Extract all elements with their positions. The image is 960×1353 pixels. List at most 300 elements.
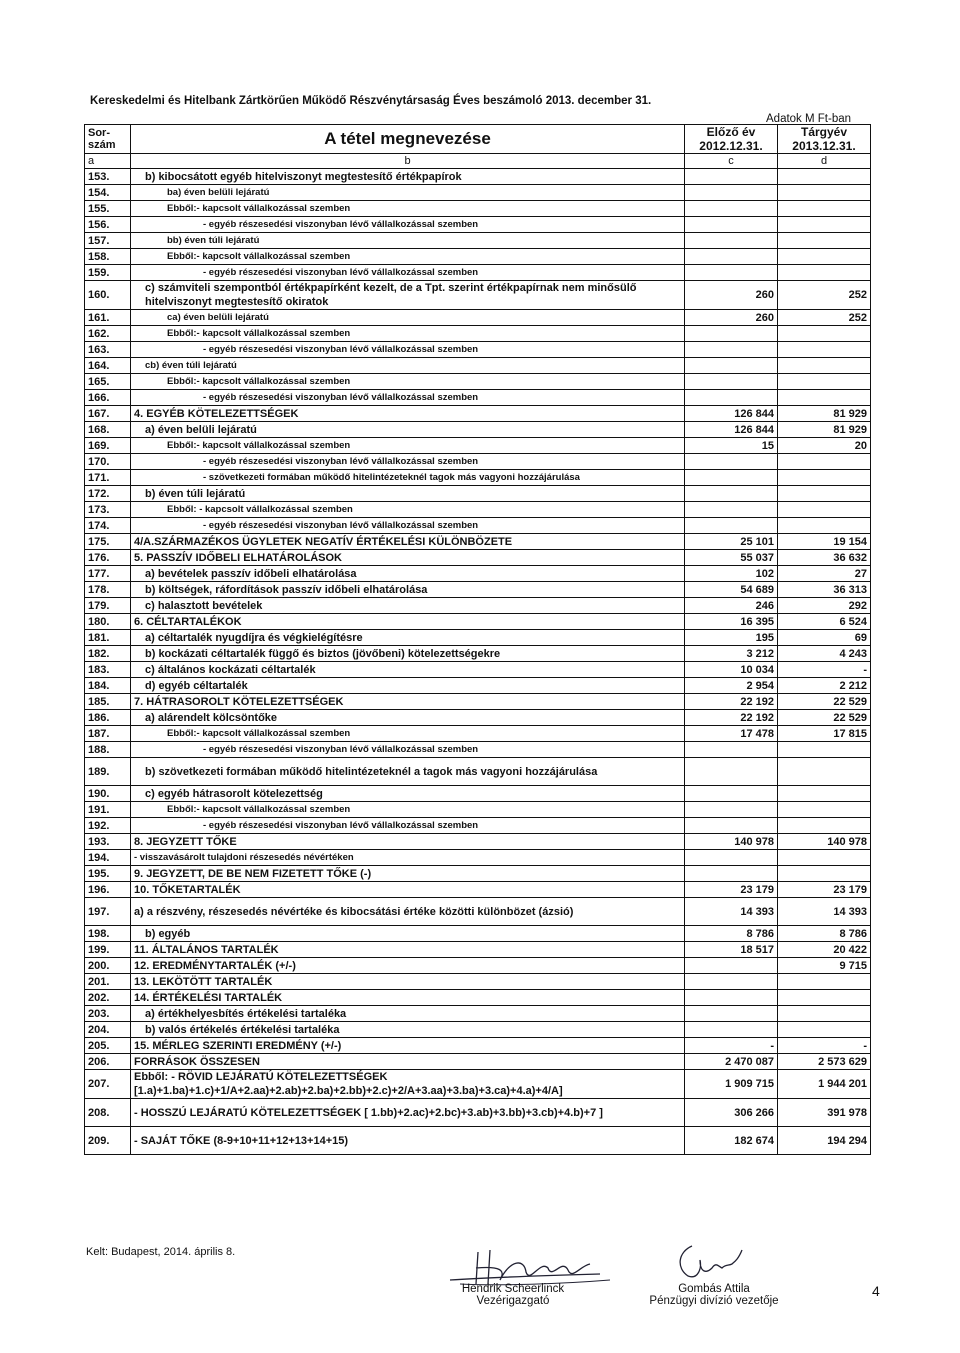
row-label: Ebből:- kapcsolt vállalkozással szemben: [131, 802, 685, 818]
row-label: - egyéb részesedési viszonyban lévő vállalkozással szemben: [131, 454, 685, 470]
value-current-year: 20 422: [778, 942, 871, 958]
table-row: [85, 678, 871, 694]
table-row: [85, 406, 871, 422]
value-previous-year: [685, 233, 778, 249]
table-row: [85, 818, 871, 834]
table-row: [85, 1054, 871, 1070]
row-number: 196.: [85, 882, 131, 898]
row-label: - HOSSZÚ LEJÁRATÚ KÖTELEZETTSÉGEK [ 1.bb)+2.ac)+2.bc)+3.ab)+3.bb)+3.cb)+4.b)+7 ]: [131, 1099, 685, 1127]
value-current-year: [778, 470, 871, 486]
row-number: 188.: [85, 742, 131, 758]
row-number: 174.: [85, 518, 131, 534]
table-row: [85, 201, 871, 217]
row-number: 158.: [85, 249, 131, 265]
row-label: a) a részvény, részesedés névértéke és kibocsátási értéke közötti különbözet (ázsió): [131, 898, 685, 926]
table-row: [85, 486, 871, 502]
value-previous-year: 23 179: [685, 882, 778, 898]
table-row: [85, 786, 871, 802]
signer-1-name: Hendrik Scheerlinck: [461, 1283, 565, 1295]
table-row: [85, 898, 871, 926]
row-number: 192.: [85, 818, 131, 834]
value-previous-year: 15: [685, 438, 778, 454]
value-current-year: 81 929: [778, 422, 871, 438]
value-current-year: [778, 974, 871, 990]
row-label: c) általános kockázati céltartalék: [131, 662, 685, 678]
table-row: [85, 598, 871, 614]
value-previous-year: 260: [685, 281, 778, 310]
row-number: 185.: [85, 694, 131, 710]
value-previous-year: 10 034: [685, 662, 778, 678]
column-code-a: a: [85, 154, 131, 169]
table-row: [85, 249, 871, 265]
value-current-year: 19 154: [778, 534, 871, 550]
value-previous-year: 126 844: [685, 406, 778, 422]
row-label: FORRÁSOK ÖSSZESEN: [131, 1054, 685, 1070]
row-number: 184.: [85, 678, 131, 694]
row-number: 203.: [85, 1006, 131, 1022]
row-label: b) kibocsátott egyéb hitelviszonyt megtestesítő értékpapírok: [131, 169, 685, 185]
value-previous-year: [685, 502, 778, 518]
row-label: 5. PASSZÍV IDŐBELI ELHATÁROLÁSOK: [131, 550, 685, 566]
row-number: 186.: [85, 710, 131, 726]
table-row: [85, 990, 871, 1006]
value-previous-year: 260: [685, 310, 778, 326]
value-previous-year: [685, 786, 778, 802]
value-previous-year: [685, 265, 778, 281]
row-label: Ebből:- kapcsolt vállalkozással szemben: [131, 374, 685, 390]
row-label: a) éven belüli lejáratú: [131, 422, 685, 438]
row-label: b) szövetkezeti formában működő hitelintézeteknél a tagok más vagyoni hozzájárulása: [131, 758, 685, 786]
signature-gombas: [672, 1238, 752, 1284]
value-current-year: 27: [778, 566, 871, 582]
row-label: ca) éven belüli lejáratú: [131, 310, 685, 326]
row-number: 193.: [85, 834, 131, 850]
value-previous-year: [685, 958, 778, 974]
table-row: [85, 1038, 871, 1054]
row-label: - egyéb részesedési viszonyban lévő vállalkozással szemben: [131, 342, 685, 358]
value-current-year: 292: [778, 598, 871, 614]
signer-2: [634, 1283, 794, 1307]
value-current-year: 140 978: [778, 834, 871, 850]
header-row-number: Sor- szám: [85, 125, 131, 154]
row-label: Ebből:- kapcsolt vállalkozással szemben: [131, 438, 685, 454]
value-current-year: [778, 802, 871, 818]
table-row: [85, 1070, 871, 1099]
table-row: [85, 185, 871, 201]
value-current-year: [778, 169, 871, 185]
table-row: [85, 942, 871, 958]
value-current-year: 20: [778, 438, 871, 454]
row-number: 179.: [85, 598, 131, 614]
header-item-name: A tétel megnevezése: [131, 125, 685, 154]
table-row: [85, 630, 871, 646]
row-label: 4/A.SZÁRMAZÉKOS ÜGYLETEK NEGATÍV ÉRTÉKELÉSI KÜLÖNBÖZETE: [131, 534, 685, 550]
row-number: 161.: [85, 310, 131, 326]
row-number: 171.: [85, 470, 131, 486]
value-previous-year: [685, 974, 778, 990]
value-current-year: 22 529: [778, 710, 871, 726]
value-previous-year: 54 689: [685, 582, 778, 598]
value-current-year: [778, 1022, 871, 1038]
value-current-year: [778, 185, 871, 201]
value-current-year: -: [778, 662, 871, 678]
value-previous-year: 2 954: [685, 678, 778, 694]
units-label: Adatok M Ft-ban: [766, 113, 852, 125]
value-current-year: [778, 486, 871, 502]
row-number: 164.: [85, 358, 131, 374]
row-number: 194.: [85, 850, 131, 866]
row-number: 204.: [85, 1022, 131, 1038]
value-previous-year: [685, 1022, 778, 1038]
row-label: c) számviteli szempontból értékpapírként kezelt, de a Tpt. szerint értékpapírnak nem minősülő hitelviszonyt megtestesítő okiratok: [131, 281, 685, 310]
row-label: a) bevételek passzív időbeli elhatárolása: [131, 566, 685, 582]
table-row: [85, 1006, 871, 1022]
value-previous-year: [685, 201, 778, 217]
row-number: 160.: [85, 281, 131, 310]
value-previous-year: [685, 470, 778, 486]
row-label: - visszavásárolt tulajdoni részesedés névértéken: [131, 850, 685, 866]
row-number: 182.: [85, 646, 131, 662]
row-label: 15. MÉRLEG SZERINTI EREDMÉNY (+/-): [131, 1038, 685, 1054]
value-previous-year: [685, 758, 778, 786]
value-current-year: 1 944 201: [778, 1070, 871, 1099]
value-current-year: [778, 201, 871, 217]
row-number: 200.: [85, 958, 131, 974]
table-row: [85, 882, 871, 898]
issue-date: Kelt: Budapest, 2014. április 8.: [86, 1246, 236, 1258]
row-number: 190.: [85, 786, 131, 802]
signer-2-title: Pénzügyi divízió vezetője: [649, 1295, 779, 1307]
value-current-year: 9 715: [778, 958, 871, 974]
value-previous-year: [685, 390, 778, 406]
value-previous-year: 306 266: [685, 1099, 778, 1127]
value-current-year: 4 243: [778, 646, 871, 662]
table-row: [85, 502, 871, 518]
row-label: 11. ÁLTALÁNOS TARTALÉK: [131, 942, 685, 958]
value-current-year: [778, 1006, 871, 1022]
table-row: [85, 326, 871, 342]
row-number: 157.: [85, 233, 131, 249]
table-row: [85, 866, 871, 882]
value-current-year: 2 573 629: [778, 1054, 871, 1070]
row-label: a) céltartalék nyugdíjra és végkielégítésre: [131, 630, 685, 646]
value-previous-year: [685, 990, 778, 1006]
row-number: 169.: [85, 438, 131, 454]
value-current-year: 194 294: [778, 1127, 871, 1155]
value-current-year: [778, 850, 871, 866]
header-previous-year: Előző év 2012.12.31.: [685, 125, 778, 154]
column-code-d: d: [778, 154, 871, 169]
row-number: 201.: [85, 974, 131, 990]
row-label: Ebből: - kapcsolt vállalkozással szemben: [131, 502, 685, 518]
value-previous-year: 102: [685, 566, 778, 582]
value-current-year: [778, 233, 871, 249]
table-row: [85, 1099, 871, 1127]
row-label: 12. EREDMÉNYTARTALÉK (+/-): [131, 958, 685, 974]
table-row: [85, 281, 871, 310]
value-previous-year: [685, 374, 778, 390]
table-row: [85, 1022, 871, 1038]
row-number: 153.: [85, 169, 131, 185]
table-row: [85, 850, 871, 866]
value-previous-year: [685, 486, 778, 502]
table-row: [85, 662, 871, 678]
row-number: 170.: [85, 454, 131, 470]
table-row: [85, 310, 871, 326]
table-row: [85, 646, 871, 662]
row-number: 206.: [85, 1054, 131, 1070]
column-code-c: c: [685, 154, 778, 169]
value-previous-year: -: [685, 1038, 778, 1054]
row-label: - egyéb részesedési viszonyban lévő vállalkozással szemben: [131, 265, 685, 281]
column-code-b: b: [131, 154, 685, 169]
table-row: [85, 454, 871, 470]
row-number: 168.: [85, 422, 131, 438]
header-current-year: Tárgyév 2013.12.31.: [778, 125, 871, 154]
value-current-year: 36 313: [778, 582, 871, 598]
row-number: 159.: [85, 265, 131, 281]
value-previous-year: 182 674: [685, 1127, 778, 1155]
table-row: [85, 550, 871, 566]
row-number: 181.: [85, 630, 131, 646]
table-row: [85, 358, 871, 374]
table-row: [85, 534, 871, 550]
value-previous-year: [685, 358, 778, 374]
value-current-year: [778, 265, 871, 281]
value-previous-year: [685, 454, 778, 470]
row-label: Ebből:- kapcsolt vállalkozással szemben: [131, 726, 685, 742]
value-previous-year: 1 909 715: [685, 1070, 778, 1099]
row-number: 197.: [85, 898, 131, 926]
table-row: [85, 614, 871, 630]
row-label: - egyéb részesedési viszonyban lévő vállalkozással szemben: [131, 390, 685, 406]
row-number: 166.: [85, 390, 131, 406]
value-previous-year: [685, 802, 778, 818]
table-row: [85, 958, 871, 974]
value-previous-year: [685, 217, 778, 233]
row-number: 207.: [85, 1070, 131, 1099]
table-row: [85, 374, 871, 390]
row-label: - egyéb részesedési viszonyban lévő vállalkozással szemben: [131, 818, 685, 834]
value-current-year: [778, 502, 871, 518]
signer-1-title: Vezérigazgató: [476, 1295, 550, 1307]
signer-2-name: Gombás Attila: [678, 1283, 750, 1295]
value-previous-year: 140 978: [685, 834, 778, 850]
value-previous-year: 22 192: [685, 694, 778, 710]
row-number: 172.: [85, 486, 131, 502]
row-number: 180.: [85, 614, 131, 630]
row-label: b) egyéb: [131, 926, 685, 942]
value-previous-year: 18 517: [685, 942, 778, 958]
table-row: [85, 566, 871, 582]
row-label: 4. EGYÉB KÖTELEZETTSÉGEK: [131, 406, 685, 422]
row-number: 154.: [85, 185, 131, 201]
page-number: 4: [872, 1283, 880, 1299]
value-previous-year: 25 101: [685, 534, 778, 550]
row-label: ba) éven belüli lejáratú: [131, 185, 685, 201]
value-current-year: 36 632: [778, 550, 871, 566]
page-header: Kereskedelmi és Hitelbank Zártkörűen Működő Részvénytársaság Éves beszámoló 2013. december 31.: [90, 95, 652, 107]
value-current-year: 23 179: [778, 882, 871, 898]
signer-1: [448, 1283, 578, 1307]
row-number: 156.: [85, 217, 131, 233]
row-label: b) valós értékelés értékelési tartaléka: [131, 1022, 685, 1038]
value-current-year: 252: [778, 310, 871, 326]
row-label: Ebből: - RÖVID LEJÁRATÚ KÖTELEZETTSÉGEK [1.a)+1.ba)+1.c)+1/A+2.aa)+2.ab)+2.ba)+2.bb)+2.c)+2/A+3.aa)+3.ba)+3.ca)+4.a)+4/A]: [131, 1070, 685, 1099]
table-header-row: [85, 125, 871, 154]
table-row: [85, 438, 871, 454]
value-current-year: 69: [778, 630, 871, 646]
table-row: [85, 974, 871, 990]
value-previous-year: 126 844: [685, 422, 778, 438]
value-current-year: 252: [778, 281, 871, 310]
value-previous-year: 3 212: [685, 646, 778, 662]
row-number: 173.: [85, 502, 131, 518]
row-number: 165.: [85, 374, 131, 390]
row-number: 177.: [85, 566, 131, 582]
value-current-year: [778, 866, 871, 882]
table-row: [85, 726, 871, 742]
row-label: 6. CÉLTARTALÉKOK: [131, 614, 685, 630]
table-row: [85, 217, 871, 233]
value-previous-year: 17 478: [685, 726, 778, 742]
value-current-year: 2 212: [778, 678, 871, 694]
value-previous-year: [685, 518, 778, 534]
row-label: 7. HÁTRASOROLT KÖTELEZETTSÉGEK: [131, 694, 685, 710]
table-row: [85, 422, 871, 438]
value-previous-year: [685, 866, 778, 882]
row-label: - szövetkezeti formában működő hitelintézeteknél tagok más vagyoni hozzájárulása: [131, 470, 685, 486]
row-label: b) költségek, ráfordítások passzív időbeli elhatárolása: [131, 582, 685, 598]
value-current-year: [778, 818, 871, 834]
row-number: 205.: [85, 1038, 131, 1054]
value-current-year: 391 978: [778, 1099, 871, 1127]
table-row: [85, 710, 871, 726]
table-row: [85, 342, 871, 358]
row-label: cb) éven túli lejáratú: [131, 358, 685, 374]
table-row: [85, 802, 871, 818]
row-label: - egyéb részesedési viszonyban lévő vállalkozással szemben: [131, 742, 685, 758]
table-row: [85, 926, 871, 942]
balance-sheet-table: [84, 124, 871, 1155]
value-current-year: [778, 786, 871, 802]
row-number: 209.: [85, 1127, 131, 1155]
row-label: Ebből:- kapcsolt vállalkozással szemben: [131, 326, 685, 342]
table-row: [85, 390, 871, 406]
table-row: [85, 1127, 871, 1155]
value-current-year: [778, 518, 871, 534]
row-number: 178.: [85, 582, 131, 598]
value-previous-year: [685, 850, 778, 866]
row-label: Ebből:- kapcsolt vállalkozással szemben: [131, 201, 685, 217]
row-number: 198.: [85, 926, 131, 942]
table-row: [85, 834, 871, 850]
value-previous-year: 195: [685, 630, 778, 646]
row-number: 167.: [85, 406, 131, 422]
value-current-year: 81 929: [778, 406, 871, 422]
row-label: - egyéb részesedési viszonyban lévő vállalkozással szemben: [131, 518, 685, 534]
value-previous-year: 8 786: [685, 926, 778, 942]
row-number: 155.: [85, 201, 131, 217]
table-row: [85, 582, 871, 598]
value-previous-year: 14 393: [685, 898, 778, 926]
value-previous-year: 16 395: [685, 614, 778, 630]
value-current-year: 14 393: [778, 898, 871, 926]
row-label: 13. LEKÖTÖTT TARTALÉK: [131, 974, 685, 990]
value-previous-year: [685, 342, 778, 358]
value-current-year: [778, 326, 871, 342]
value-previous-year: [685, 742, 778, 758]
row-number: 162.: [85, 326, 131, 342]
table-row: [85, 470, 871, 486]
value-previous-year: [685, 169, 778, 185]
row-label: 14. ÉRTÉKELÉSI TARTALÉK: [131, 990, 685, 1006]
value-current-year: [778, 374, 871, 390]
row-label: a) alárendelt kölcsöntőke: [131, 710, 685, 726]
table-row: [85, 169, 871, 185]
table-row: [85, 518, 871, 534]
table-row: [85, 742, 871, 758]
row-number: 202.: [85, 990, 131, 1006]
row-label: d) egyéb céltartalék: [131, 678, 685, 694]
row-number: 187.: [85, 726, 131, 742]
value-previous-year: 2 470 087: [685, 1054, 778, 1070]
table-row: [85, 694, 871, 710]
row-label: c) egyéb hátrasorolt kötelezettség: [131, 786, 685, 802]
value-previous-year: 246: [685, 598, 778, 614]
value-previous-year: [685, 185, 778, 201]
value-previous-year: [685, 818, 778, 834]
value-current-year: 22 529: [778, 694, 871, 710]
value-previous-year: [685, 1006, 778, 1022]
table-row: [85, 265, 871, 281]
row-number: 195.: [85, 866, 131, 882]
value-previous-year: [685, 326, 778, 342]
row-label: b) éven túli lejáratú: [131, 486, 685, 502]
value-current-year: [778, 990, 871, 1006]
value-previous-year: 22 192: [685, 710, 778, 726]
value-previous-year: 55 037: [685, 550, 778, 566]
value-current-year: [778, 358, 871, 374]
value-current-year: -: [778, 1038, 871, 1054]
row-label: 10. TŐKETARTALÉK: [131, 882, 685, 898]
row-number: 199.: [85, 942, 131, 958]
value-current-year: [778, 742, 871, 758]
row-label: a) értékhelyesbítés értékelési tartaléka: [131, 1006, 685, 1022]
row-label: bb) éven túli lejáratú: [131, 233, 685, 249]
value-current-year: [778, 390, 871, 406]
table-row: [85, 233, 871, 249]
row-number: 175.: [85, 534, 131, 550]
value-current-year: 6 524: [778, 614, 871, 630]
table-row: [85, 758, 871, 786]
row-number: 191.: [85, 802, 131, 818]
value-current-year: [778, 217, 871, 233]
value-previous-year: [685, 249, 778, 265]
row-label: Ebből:- kapcsolt vállalkozással szemben: [131, 249, 685, 265]
value-current-year: 17 815: [778, 726, 871, 742]
row-number: 183.: [85, 662, 131, 678]
row-label: 8. JEGYZETT TŐKE: [131, 834, 685, 850]
value-current-year: [778, 342, 871, 358]
row-label: 9. JEGYZETT, DE BE NEM FIZETETT TŐKE (-): [131, 866, 685, 882]
row-number: 189.: [85, 758, 131, 786]
value-current-year: 8 786: [778, 926, 871, 942]
row-number: 163.: [85, 342, 131, 358]
value-current-year: [778, 249, 871, 265]
row-label: c) halasztott bevételek: [131, 598, 685, 614]
row-label: - egyéb részesedési viszonyban lévő vállalkozással szemben: [131, 217, 685, 233]
